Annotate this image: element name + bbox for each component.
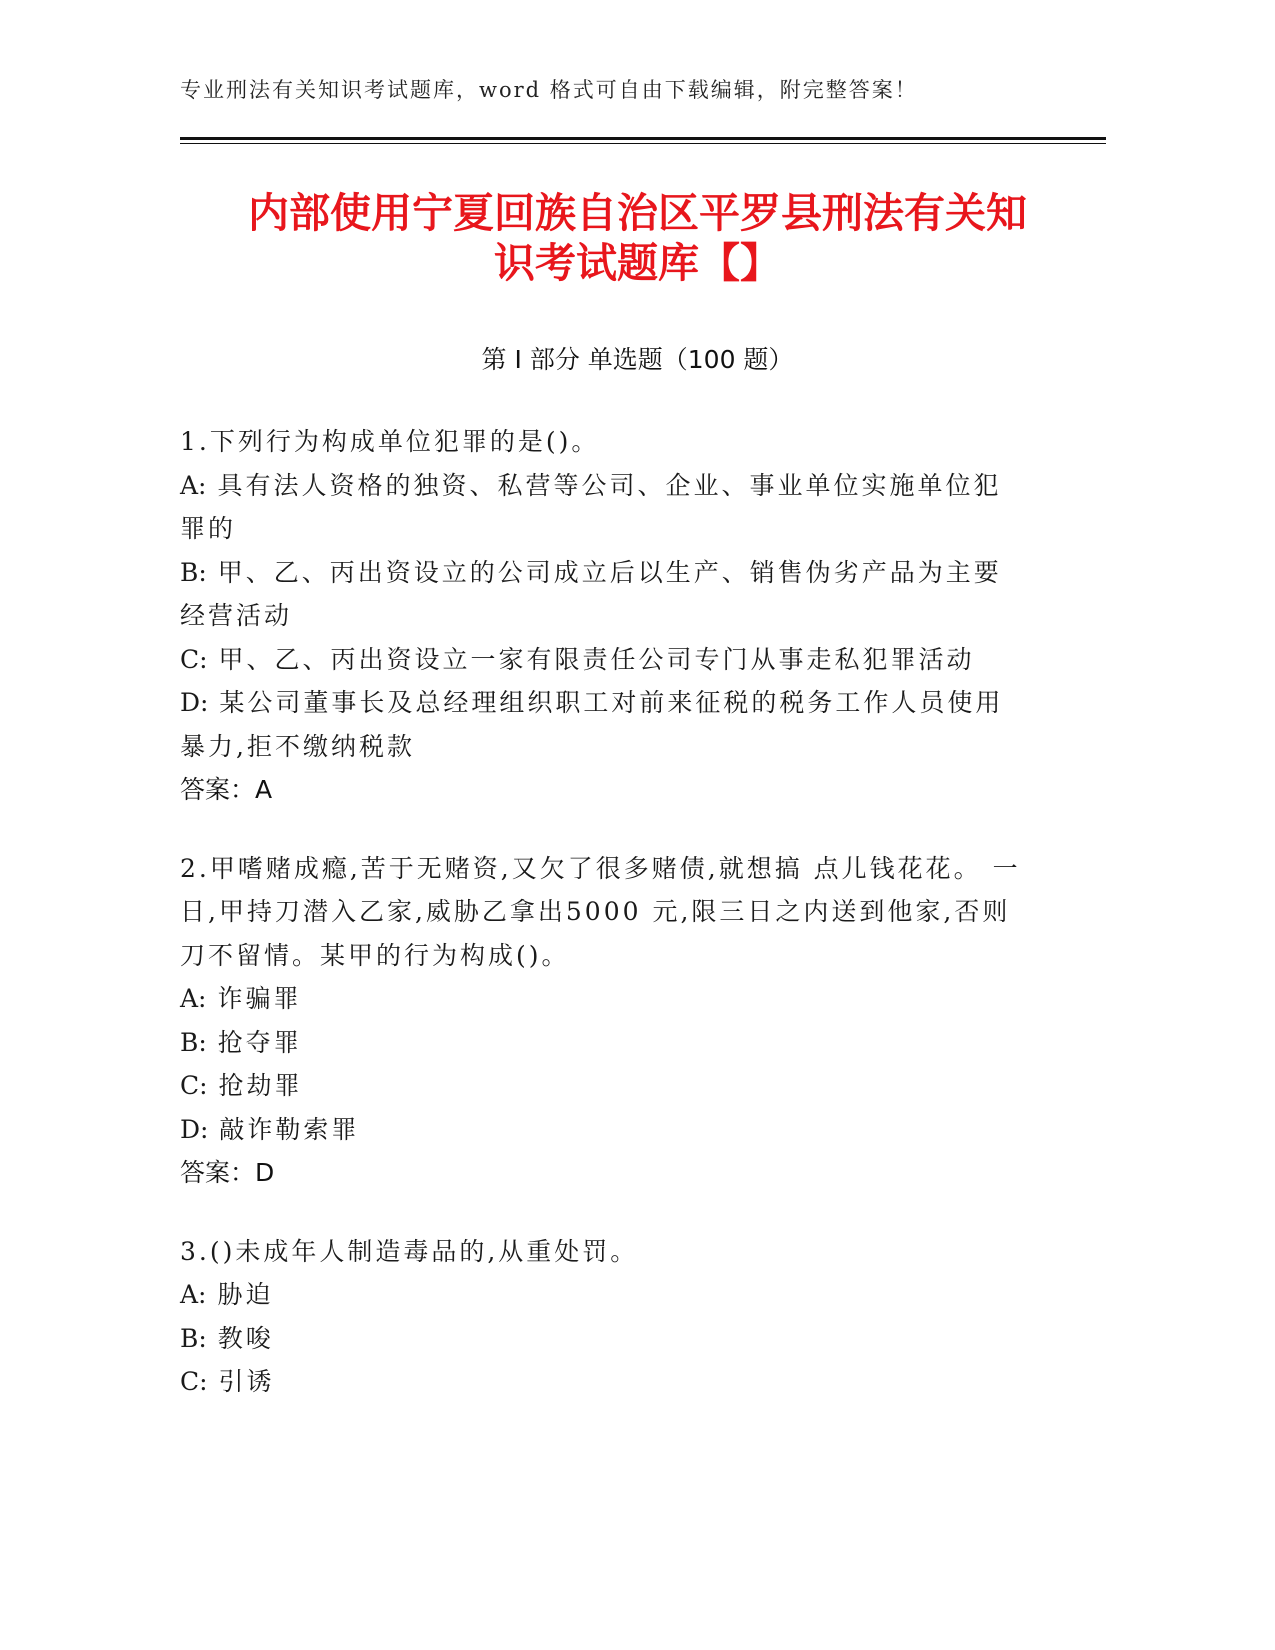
answer-line: 答案：A bbox=[180, 775, 273, 804]
header-rule-thin bbox=[180, 143, 1106, 144]
section-heading: 第 I 部分 单选题（100 题） bbox=[481, 345, 794, 374]
header-rule-thick bbox=[180, 137, 1106, 140]
option-b bbox=[180, 1317, 1028, 1361]
option-text: 某公司董事长及总经理组织职工对前来征税的税务工作人员使用暴力,拒不缴纳税款 bbox=[180, 688, 1004, 761]
option-letter: B: bbox=[180, 557, 207, 587]
question-1 bbox=[180, 420, 1028, 812]
option-text: 抢劫罪 bbox=[218, 1071, 303, 1100]
option-c bbox=[180, 1064, 1028, 1108]
option-letter: C: bbox=[180, 1367, 208, 1396]
question-stem: 2.甲嗜赌成瘾,苦于无赌资,又欠了很多赌债,就想搞 点儿钱花花。 一日,甲持刀潜入乙家,威胁乙拿出5000 元,限三日之内送到他家,否则刀不留情。某甲的行为构成()。 bbox=[180, 853, 1021, 970]
option-text: 具有法人资格的独资、私营等公司、企业、事业单位实施单位犯罪的 bbox=[180, 470, 1002, 543]
option-text: 甲、乙、丙出资设立一家有限责任公司专门从事走私犯罪活动 bbox=[218, 644, 975, 674]
option-b bbox=[180, 1021, 1028, 1065]
option-text: 引诱 bbox=[218, 1367, 275, 1396]
option-a bbox=[180, 977, 1028, 1021]
title-line-2: 识考试题库【】 bbox=[494, 239, 781, 287]
option-text: 教唆 bbox=[217, 1323, 274, 1353]
option-a bbox=[180, 1273, 1028, 1317]
option-text: 抢夺罪 bbox=[217, 1027, 302, 1057]
question-2 bbox=[180, 847, 1028, 1195]
question-3 bbox=[180, 1230, 1028, 1404]
option-c bbox=[180, 1360, 1028, 1404]
answer-line: 答案：D bbox=[180, 1158, 275, 1187]
option-letter: B: bbox=[180, 1027, 207, 1057]
option-a bbox=[180, 464, 1028, 551]
document-title bbox=[150, 188, 1125, 288]
option-letter: A: bbox=[180, 1280, 207, 1309]
option-text: 诈骗罪 bbox=[217, 984, 302, 1013]
option-b bbox=[180, 551, 1028, 638]
title-line-1: 内部使用宁夏回族自治区平罗县刑法有关知 bbox=[248, 189, 1027, 237]
option-d bbox=[180, 681, 1028, 768]
option-letter: C: bbox=[180, 1071, 208, 1100]
option-letter: D: bbox=[180, 1114, 209, 1144]
question-stem: 1.下列行为构成单位犯罪的是()。 bbox=[180, 427, 600, 456]
question-stem: 3.()未成年人制造毒品的,从重处罚。 bbox=[180, 1236, 639, 1266]
header-note: 专业刑法有关知识考试题库，word 格式可自由下载编辑，附完整答案！ bbox=[180, 78, 918, 102]
option-d bbox=[180, 1108, 1028, 1152]
option-letter: A: bbox=[180, 470, 207, 500]
option-letter: D: bbox=[180, 688, 209, 717]
option-text: 敲诈勒索罪 bbox=[219, 1114, 360, 1144]
option-text: 胁迫 bbox=[217, 1280, 274, 1309]
option-letter: B: bbox=[180, 1323, 207, 1353]
question-list bbox=[180, 420, 1028, 1439]
option-text: 甲、乙、丙出资设立的公司成立后以生产、销售伪劣产品为主要经营活动 bbox=[180, 557, 1002, 630]
option-letter: A: bbox=[180, 984, 207, 1013]
option-c bbox=[180, 638, 1028, 682]
option-letter: C: bbox=[180, 644, 208, 674]
